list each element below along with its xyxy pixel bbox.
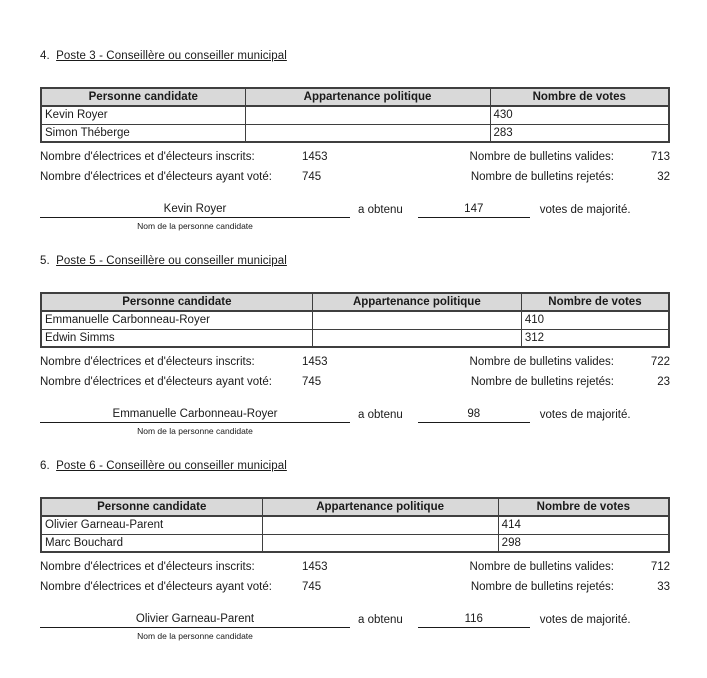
candidate-party — [262, 516, 498, 534]
winner-name-field: Olivier Garneau-Parent — [40, 611, 350, 628]
col-header-votes: Nombre de votes — [490, 88, 669, 106]
rejetes-label: Nombre de bulletins rejetés: — [470, 171, 614, 183]
table-row — [41, 311, 669, 329]
rejetes-value: 23 — [657, 376, 670, 388]
majority-block — [40, 201, 670, 231]
stats-row — [40, 557, 670, 577]
valides-value: 712 — [650, 561, 670, 573]
stats-row — [40, 167, 670, 187]
valides-value: 722 — [650, 356, 670, 368]
stats-block — [40, 352, 670, 392]
votes-majorite-text: votes de majorité. — [539, 204, 631, 216]
candidate-votes: 298 — [498, 534, 669, 552]
a-obtenu-text: a obtenu — [358, 614, 403, 626]
table-row — [41, 124, 669, 142]
table-row — [41, 106, 669, 124]
section-poste-5 — [40, 255, 670, 436]
section-poste-6 — [40, 460, 670, 641]
table-header-row — [41, 498, 669, 516]
winner-name-field: Kevin Royer — [40, 201, 350, 218]
candidate-party — [262, 534, 498, 552]
section-number: 4. — [40, 50, 50, 62]
results-table — [40, 292, 670, 348]
candidate-party — [245, 124, 490, 142]
votes-majorite-text: votes de majorité. — [539, 409, 631, 421]
stats-row — [40, 372, 670, 392]
rejetes-value: 33 — [657, 581, 670, 593]
candidate-party — [312, 329, 521, 347]
section-heading — [40, 255, 670, 267]
table-header-row — [41, 293, 669, 311]
ayant-vote-label: Nombre d'électrices et d'électeurs ayant voté: — [40, 581, 272, 593]
valides-label: Nombre de bulletins valides: — [469, 356, 614, 368]
rejetes-value: 32 — [657, 171, 670, 183]
stats-row — [40, 147, 670, 167]
majority-votes-field: 116 — [418, 611, 530, 628]
candidate-name: Olivier Garneau-Parent — [41, 516, 262, 534]
section-poste-3 — [40, 50, 670, 231]
candidate-party — [245, 106, 490, 124]
section-title: Poste 5 - Conseillère ou conseiller municipal — [56, 255, 287, 267]
majority-block — [40, 611, 670, 641]
inscrits-value: 1453 — [302, 356, 328, 368]
stats-row — [40, 352, 670, 372]
table-row — [41, 516, 669, 534]
candidate-votes: 414 — [498, 516, 669, 534]
col-header-candidate: Personne candidate — [41, 293, 312, 311]
candidate-name: Edwin Simms — [41, 329, 312, 347]
valides-label: Nombre de bulletins valides: — [469, 151, 614, 163]
ayant-vote-label: Nombre d'électrices et d'électeurs ayant voté: — [40, 376, 272, 388]
field-caption: Nom de la personne candidate — [137, 221, 253, 231]
section-title: Poste 6 - Conseillère ou conseiller municipal — [56, 460, 287, 472]
majority-line — [40, 201, 670, 218]
section-title: Poste 3 - Conseillère ou conseiller municipal — [56, 50, 287, 62]
ayant-vote-value: 745 — [302, 376, 322, 388]
table-header-row — [41, 88, 669, 106]
table-row — [41, 329, 669, 347]
col-header-party: Appartenance politique — [262, 498, 498, 516]
majority-votes-field: 147 — [418, 201, 530, 218]
candidate-votes: 430 — [490, 106, 669, 124]
field-caption: Nom de la personne candidate — [137, 631, 253, 641]
valides-value: 713 — [650, 151, 670, 163]
a-obtenu-text: a obtenu — [358, 204, 403, 216]
inscrits-label: Nombre d'électrices et d'électeurs inscrits: — [40, 151, 255, 163]
table-row — [41, 534, 669, 552]
candidate-party — [312, 311, 521, 329]
majority-line — [40, 611, 670, 628]
rejetes-label: Nombre de bulletins rejetés: — [470, 581, 614, 593]
ayant-vote-value: 745 — [302, 581, 322, 593]
inscrits-value: 1453 — [302, 151, 328, 163]
col-header-party: Appartenance politique — [312, 293, 521, 311]
majority-votes-field: 98 — [418, 406, 530, 423]
ayant-vote-label: Nombre d'électrices et d'électeurs ayant voté: — [40, 171, 272, 183]
rejetes-label: Nombre de bulletins rejetés: — [470, 376, 614, 388]
inscrits-value: 1453 — [302, 561, 328, 573]
stats-block — [40, 147, 670, 187]
col-header-candidate: Personne candidate — [41, 88, 245, 106]
a-obtenu-text: a obtenu — [358, 409, 403, 421]
candidate-votes: 312 — [521, 329, 669, 347]
majority-block — [40, 406, 670, 436]
majority-line — [40, 406, 670, 423]
candidate-votes: 283 — [490, 124, 669, 142]
results-table — [40, 87, 670, 143]
candidate-name: Marc Bouchard — [41, 534, 262, 552]
section-heading — [40, 50, 670, 62]
valides-label: Nombre de bulletins valides: — [469, 561, 614, 573]
votes-majorite-text: votes de majorité. — [539, 614, 631, 626]
candidate-name: Emmanuelle Carbonneau-Royer — [41, 311, 312, 329]
results-table — [40, 497, 670, 553]
candidate-name: Kevin Royer — [41, 106, 245, 124]
winner-name-field: Emmanuelle Carbonneau-Royer — [40, 406, 350, 423]
section-number: 5. — [40, 255, 50, 267]
section-number: 6. — [40, 460, 50, 472]
col-header-candidate: Personne candidate — [41, 498, 262, 516]
stats-row — [40, 577, 670, 597]
candidate-votes: 410 — [521, 311, 669, 329]
candidate-name: Simon Théberge — [41, 124, 245, 142]
section-heading — [40, 460, 670, 472]
ayant-vote-value: 745 — [302, 171, 322, 183]
field-caption: Nom de la personne candidate — [137, 426, 253, 436]
inscrits-label: Nombre d'électrices et d'électeurs inscrits: — [40, 561, 255, 573]
inscrits-label: Nombre d'électrices et d'électeurs inscrits: — [40, 356, 255, 368]
stats-block — [40, 557, 670, 597]
col-header-party: Appartenance politique — [245, 88, 490, 106]
col-header-votes: Nombre de votes — [521, 293, 669, 311]
col-header-votes: Nombre de votes — [498, 498, 669, 516]
